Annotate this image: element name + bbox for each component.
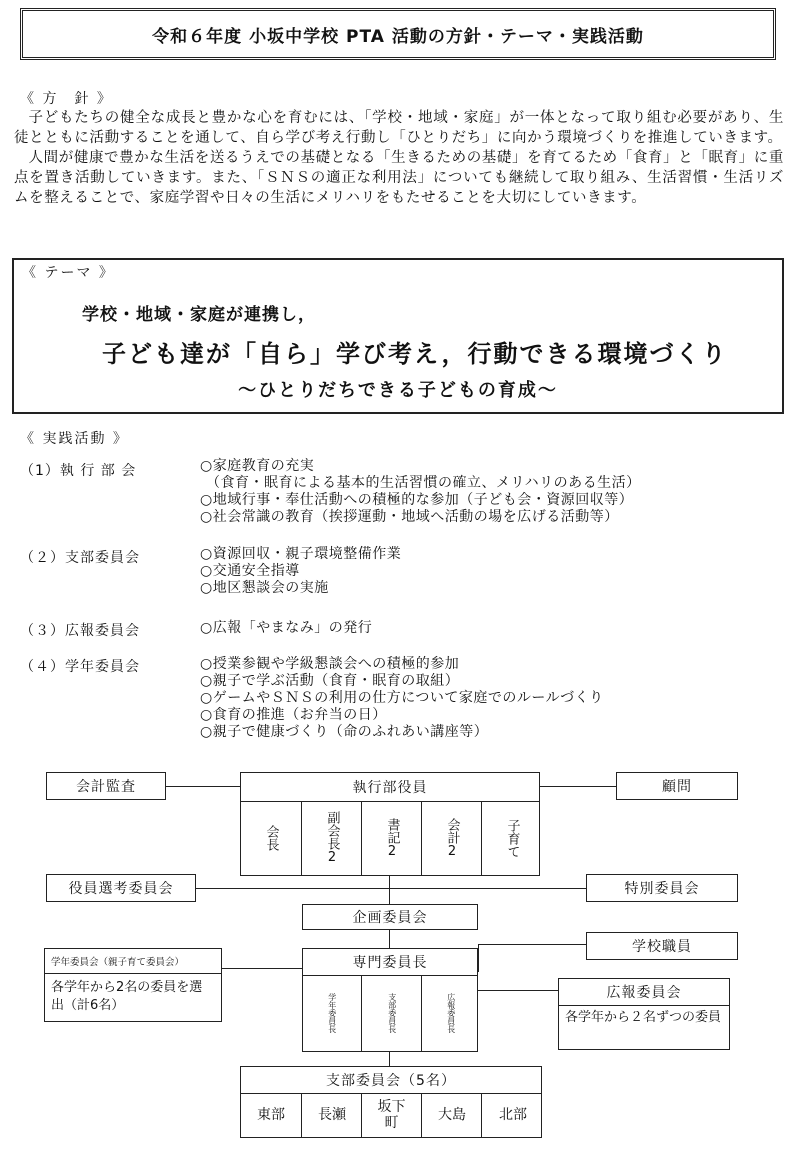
activity-group-items <box>200 620 372 637</box>
pr-committee-box <box>558 978 730 1050</box>
exec-cell-vice-president: 副会長2 <box>301 801 362 875</box>
branch-cell-sakashita: 坂下町 <box>361 1093 421 1137</box>
page-title: 令和６年度 小坂中学校 PTA 活動の方針・テーマ・実践活動 <box>20 8 776 60</box>
chair-cell-grade: 学年委員長 <box>327 993 337 1033</box>
theme-box <box>12 258 784 414</box>
list-item: ○地区懇談会の実施 <box>200 580 329 596</box>
grade-committee-desc: 各学年から2名の委員を選出（計6名） <box>51 980 203 1013</box>
policy-paragraph-1: 子どもたちの健全な成長と豊かな心を育むには、「学校・地域・家庭」が一体となって取り組む必要があり、生徒とともに活動することを通して、自ら学び考え行動し「ひとりだち」に向かう環境づくりを推進していきます。 <box>14 110 784 146</box>
connector-line <box>478 944 586 945</box>
branch-committee-box <box>240 1066 542 1138</box>
branch-cell-east: 東部 <box>257 1107 285 1123</box>
exec-cell-treasurer: 会計2 <box>421 801 482 875</box>
connector-line <box>196 888 586 889</box>
list-item: ○親子で健康づくり（命のふれあい講座等） <box>200 724 489 740</box>
audit-box: 会計監査 <box>46 772 166 800</box>
list-item: ○広報「やまなみ」の発行 <box>200 620 373 636</box>
specialist-chairs-title: 専門委員長 <box>303 949 477 976</box>
list-item: ○交通安全指導 <box>200 563 300 579</box>
pr-committee-desc: 各学年から２名ずつの委員 <box>565 1010 722 1025</box>
list-item: ○授業参観や学級懇談会への積極的参加 <box>200 656 460 672</box>
branch-cell-oshima: 大島 <box>421 1093 482 1137</box>
exec-officers-title: 執行部役員 <box>241 773 539 802</box>
connector-line <box>389 1052 390 1066</box>
list-item: ○親子で学ぶ活動（食育・眠育の取組） <box>200 673 460 689</box>
chair-cell-pr: 広報委員長 <box>421 975 480 1051</box>
list-item: ○ゲームやＳＮＳの利用の仕方について家庭でのルールづくり <box>200 690 604 706</box>
exec-cell-secretary: 書記2 <box>361 801 422 875</box>
election-committee-box: 役員選考委員会 <box>46 874 196 902</box>
theme-line-1: 学校・地域・家庭が連携し， <box>82 305 316 325</box>
list-item: ○家庭教育の充実 <box>200 458 315 474</box>
connector-line <box>478 944 479 972</box>
activity-group-items <box>200 656 604 741</box>
list-item: （食育・眠育による基本的生活習慣の確立、メリハリのある生活） <box>206 475 641 491</box>
special-committee-box: 特別委員会 <box>586 874 738 902</box>
list-item: ○資源回収・親子環境整備作業 <box>200 546 402 562</box>
connector-line <box>389 876 390 904</box>
policy-paragraph-2: 人間が健康で豊かな生活を送るうえでの基礎となる「生きるための基礎」を育てるため「食育」と「眠育」に重点を置き活動していきます。また、「ＳＮＳの適正な利用法」についても継続して取り組み、生活習慣・生活リズムを整えることで、家庭学習や日々の生活にメリハリをもたせることを大切にしていきます。 <box>14 150 784 206</box>
grade-committee-box <box>44 948 222 1022</box>
exec-cell-childcare: 子育て <box>481 801 542 875</box>
chair-cell-branch: 支部委員長 <box>361 975 422 1051</box>
exec-officers-box <box>240 772 540 876</box>
policy-text <box>14 108 784 208</box>
planning-committee-box: 企画委員会 <box>302 904 478 930</box>
theme-line-3: ～ひとりだちできる子どもの育成～ <box>238 380 558 401</box>
grade-committee-title: 学年委員会（親子育て委員会） <box>45 949 221 974</box>
branch-committee-title: 支部委員会（5名） <box>241 1067 541 1094</box>
school-staff-box: 学校職員 <box>586 932 738 960</box>
policy-label: 《 方 針 》 <box>20 91 113 107</box>
exec-cell-president: 会長 <box>263 825 279 851</box>
list-item: ○社会常識の教育（挨拶運動・地域へ活動の場を広げる活動等） <box>200 509 619 525</box>
activity-group-name: （２）支部委員会 <box>20 550 140 566</box>
activity-group-items <box>200 546 401 597</box>
connector-line <box>389 930 390 948</box>
connector-line <box>478 990 558 991</box>
connector-line <box>166 786 240 787</box>
specialist-chairs-box <box>302 948 478 1052</box>
connector-line <box>540 786 616 787</box>
activities-label: 《 実践活動 》 <box>20 431 129 447</box>
branch-cell-north: 北部 <box>481 1093 544 1137</box>
list-item: ○地域行事・奉仕活動への積極的な参加（子ども会・資源回収等） <box>200 492 634 508</box>
activity-group-name: （３）広報委員会 <box>20 623 140 639</box>
activity-group-name: （４）学年委員会 <box>20 659 140 675</box>
theme-line-2: 子ども達が「自ら」学び考え，行動できる環境づくり <box>102 340 728 368</box>
list-item: ○食育の推進（お弁当の日） <box>200 707 387 723</box>
activity-group-name: （1）執 行 部 会 <box>20 463 137 479</box>
connector-line <box>222 968 302 969</box>
activity-group-items <box>200 458 641 526</box>
branch-cell-nagase: 長瀬 <box>301 1093 362 1137</box>
advisor-box: 顧問 <box>616 772 738 800</box>
pr-committee-title: 広報委員会 <box>559 979 729 1006</box>
theme-label: 《 テーマ 》 <box>22 265 115 281</box>
